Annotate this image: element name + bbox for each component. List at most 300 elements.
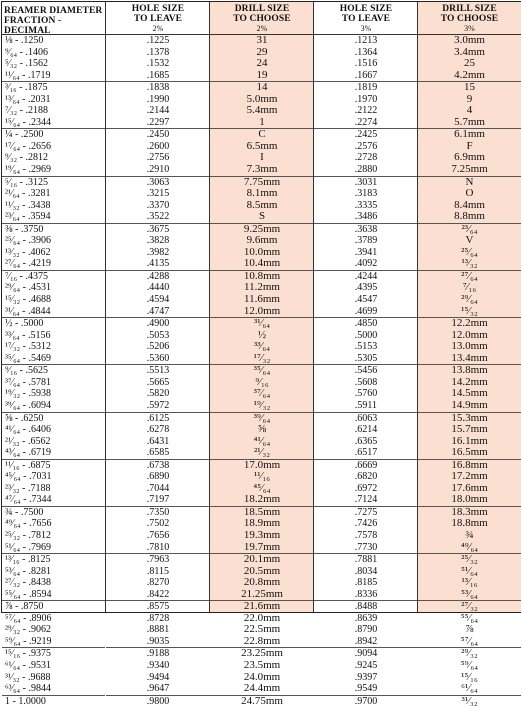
drill-size-2pct-cell: ³⁷⁄₆₄ [253, 387, 271, 400]
hole-size-3pct-cell: .8034 [354, 565, 378, 577]
drill-size-2pct-cell: 6.5mm [246, 139, 278, 152]
drill-size-2pct-cell: 5.4mm [246, 104, 278, 117]
drill-size-2pct-cell: ¹⁷⁄₃₂ [210, 353, 314, 366]
drill-size-3pct-cell: 3.4mm [454, 45, 485, 58]
drill-size-3pct-cell: 17.6mm [451, 481, 488, 494]
drill-size-2pct-cell: ⅝ [257, 423, 267, 436]
reamer-cell: ¹³⁄₃₂ - .4062 [5, 246, 51, 258]
reamer-cell: ⁷⁄₁₆ - .4375 [5, 270, 48, 282]
hole-size-2pct-cell: .6890 [146, 471, 170, 483]
reamer-cell: ²⁹⁄₃₂ - .9062 [5, 624, 51, 636]
drill-size-3pct-cell: 8.4mm [454, 198, 485, 211]
reamer-cell: ¹¹⁄₁₆ - .6875 [5, 459, 51, 471]
drill-size-2pct-cell: 22.5mm [243, 623, 281, 636]
hole-size-2pct-cell: .7810 [106, 542, 210, 555]
reamer-cell: ²⁷⁄₃₂ - .8438 [5, 577, 51, 589]
drill-size-3pct-cell: 15.7mm [451, 423, 488, 436]
drill-size-2pct-cell: 18.5mm [243, 505, 281, 518]
drill-size-2pct-cell: 12.0mm [210, 306, 314, 319]
reamer-cell: 1 - 1.0000 [5, 695, 46, 707]
reamer-cell: ⁴⁵⁄₆₄ - .7031 [5, 471, 52, 483]
hole-size-3pct-cell: .1516 [354, 58, 378, 70]
reamer-cell: ⁵⁹⁄₆₄ - .9219 [2, 636, 105, 649]
reamer-cell: ⅜ - .3750 [5, 223, 44, 235]
hole-size-2pct-cell: .5206 [146, 341, 170, 353]
hole-size-2pct-cell: .3675 [146, 223, 170, 235]
hole-size-2pct-percent: 2% [152, 24, 164, 33]
hole-size-3pct-cell: .6214 [354, 424, 378, 436]
drill-size-3pct-cell: 13.0mm [451, 340, 488, 353]
hole-size-3pct-cell: .5911 [314, 400, 418, 413]
hole-size-3pct-percent: 3% [360, 24, 372, 33]
drill-size-3pct-cell: 12.0mm [451, 328, 488, 341]
hole-size-2pct-cell: .6431 [146, 435, 170, 447]
reamer-cell: ⁵⁷⁄₆₄ - .8906 [5, 612, 52, 624]
drill-size-3pct-cell: 16.1mm [451, 434, 488, 447]
hole-size-2pct-cell: .2756 [146, 152, 170, 164]
reamer-cell: ⁵⁄₁₆ - .3125 [5, 176, 48, 188]
reamer-cell: ⁴¹⁄₆₄ - .6406 [5, 424, 51, 436]
hole-size-3pct-cell: .7578 [354, 529, 378, 541]
drill-size-2pct-cell: 9.25mm [243, 222, 281, 235]
drill-size-2pct-cell: 5.0mm [246, 92, 278, 105]
drill-size-2pct-cell: ³³⁄₆₄ [253, 340, 271, 353]
hole-size-3pct-cell: .1213 [354, 35, 378, 46]
reamer-cell: ⁹⁄₃₂ - .2812 [5, 152, 48, 164]
hole-size-3pct-cell: .3941 [354, 246, 378, 258]
hole-size-3pct-cell: .6063 [354, 412, 378, 424]
hole-size-3pct-cell: .5000 [354, 329, 378, 341]
hole-size-2pct-cell: .3522 [106, 211, 210, 224]
drill-size-3pct-percent: 3% [464, 24, 475, 33]
drill-size-2pct-cell: 22.0mm [243, 611, 281, 624]
drill-size-3pct-cell: 18.8mm [451, 517, 488, 530]
hole-size-3pct-cell: .1364 [354, 46, 378, 58]
hole-size-3pct-cell: .5456 [354, 365, 378, 377]
hole-size-3pct-cell: .9700 [354, 695, 378, 707]
reamer-drill-size-table [1, 1, 521, 707]
reamer-cell: ²⁷⁄₆₄ - .4219 [2, 258, 105, 271]
hole-size-2pct-header [106, 2, 210, 35]
drill-size-3pct-cell: 13.4mm [418, 353, 521, 366]
reamer-cell: ³³⁄₆₄ - .5156 [5, 329, 51, 341]
drill-size-2pct-cell: 7.75mm [243, 175, 281, 188]
hole-size-3pct-cell: .8942 [314, 636, 418, 649]
hole-size-2pct-cell: .2450 [146, 129, 170, 141]
hole-size-2pct-cell: .3982 [146, 246, 170, 258]
hole-size-2pct-cell: .9340 [146, 659, 170, 671]
hole-size-2pct-cell: .5665 [146, 376, 170, 388]
drill-size-2pct-cell: 18.9mm [243, 517, 281, 530]
reamer-cell: ²³⁄₆₄ - .3594 [2, 211, 105, 224]
hole-size-2pct-cell: .5972 [106, 400, 210, 413]
drill-size-3pct-cell: ²⁵⁄₃₂ [461, 553, 478, 566]
hole-size-3pct-cell: .3335 [354, 199, 378, 211]
drill-size-3pct-cell: ⁵⁵⁄₆₄ [460, 611, 479, 624]
drill-size-3pct-cell: V [465, 234, 474, 247]
reamer-cell: ⁹⁄₆₄ - .1406 [5, 46, 48, 58]
hole-size-3pct-cell: .6517 [314, 447, 418, 460]
hole-size-3pct-cell: .9397 [354, 671, 378, 683]
drill-size-2pct-cell: 21.6mm [243, 600, 281, 613]
reamer-diameter-header-label: REAMER DIAMETER FRACTION - DECIMAL [4, 6, 103, 36]
hole-size-3pct-cell: .8336 [314, 589, 418, 602]
drill-size-3pct-cell: 18.0mm [418, 494, 521, 507]
hole-size-2pct-cell: .8115 [146, 565, 170, 577]
hole-size-3pct-cell: .4850 [354, 318, 378, 330]
drill-size-3pct-cell: 14.2mm [451, 375, 488, 388]
hole-size-2pct-cell: .7197 [106, 494, 210, 507]
drill-size-3pct-cell: ²⁹⁄₃₂ [461, 647, 478, 660]
hole-size-3pct-cell: .2880 [314, 164, 418, 177]
reamer-cell: ⁴⁷⁄₆₄ - .7344 [2, 494, 105, 507]
hole-size-2pct-cell: .1990 [146, 93, 170, 105]
reamer-cell: ⁵³⁄₆₄ - .8281 [5, 565, 51, 577]
drill-size-2pct-cell: 11.6mm [244, 293, 280, 306]
drill-size-2pct-cell: 1 [210, 117, 314, 130]
reamer-cell: ⁶¹⁄₆₄ - .9531 [5, 659, 51, 671]
reamer-cell: ⅞ - .8750 [5, 601, 44, 613]
drill-size-3pct-cell: ¾ [465, 528, 474, 541]
drill-size-3pct-cell: ²⁷⁄₆₄ [461, 269, 478, 282]
reamer-cell: ¹³⁄₆₄ - .2031 [5, 93, 51, 105]
hole-size-3pct-cell: .4547 [354, 294, 378, 306]
hole-size-3pct-cell: .9549 [314, 683, 418, 696]
hole-size-2pct-cell: .4440 [146, 282, 170, 294]
reamer-cell: ²³⁄₃₂ - .7188 [5, 482, 51, 494]
hole-size-3pct-cell: .5760 [354, 388, 378, 400]
hole-size-3pct-cell: .7275 [354, 506, 378, 518]
drill-size-2pct-cell: 23.5mm [243, 658, 281, 671]
hole-size-3pct-cell: .7426 [354, 518, 378, 530]
drill-size-3pct-cell: 6.9mm [454, 151, 485, 164]
reamer-cell: ¹⁵⁄₆₄ - .2344 [2, 117, 105, 130]
drill-size-2pct-cell: 20.8mm [243, 576, 281, 589]
hole-size-2pct-cell: .2144 [146, 105, 170, 117]
hole-size-2pct-cell: .3215 [146, 188, 170, 200]
hole-size-2pct-cell: .2910 [106, 164, 210, 177]
hole-size-2pct-cell: .7963 [146, 554, 170, 566]
drill-size-3pct-cell: ⁴⁹⁄₆₄ [418, 542, 521, 555]
drill-size-3pct-cell: 18.3mm [451, 505, 488, 518]
drill-size-3pct-cell: ⁵³⁄₆₄ [418, 589, 521, 602]
hole-size-2pct-cell: .6738 [146, 459, 170, 471]
drill-size-3pct-cell: 8.8mm [418, 211, 521, 224]
hole-size-2pct-cell: .4288 [146, 270, 170, 282]
hole-size-3pct-cell: .4699 [314, 306, 418, 319]
drill-size-3pct-cell: ⁵¹⁄₆₄ [461, 564, 478, 577]
drill-size-2pct-cell: S [210, 211, 314, 224]
drill-size-2pct-cell: 9.6mm [246, 234, 278, 247]
hole-size-3pct-cell: .2728 [354, 152, 378, 164]
drill-size-2pct-cell: 24.75mm [241, 694, 283, 707]
hole-size-3pct-cell: .1819 [354, 82, 378, 94]
hole-size-2pct-cell: .1838 [146, 82, 170, 94]
hole-size-2pct-cell: .6278 [146, 424, 170, 436]
reamer-cell: ⁵¹⁄₆₄ - .7969 [2, 542, 105, 555]
drill-size-3pct-cell: 13.8mm [451, 364, 488, 377]
hole-size-2pct-cell: .4135 [106, 258, 210, 271]
drill-size-2pct-column [209, 2, 314, 707]
reamer-cell: ¹⁵⁄₃₂ - .4688 [5, 294, 51, 306]
hole-size-2pct-cell: .4747 [106, 306, 210, 319]
drill-size-3pct-cell: 14.5mm [451, 387, 488, 400]
reamer-cell: ¹¹⁄₆₄ - .1719 [2, 70, 105, 83]
drill-size-2pct-cell: 20.5mm [243, 564, 281, 577]
hole-size-3pct-cell: .6820 [354, 471, 378, 483]
drill-size-3pct-cell: 5.7mm [418, 117, 521, 130]
drill-size-3pct-column [417, 2, 521, 707]
hole-size-3pct-cells [314, 35, 418, 707]
reamer-cell: ⁷⁄₃₂ - .2188 [5, 105, 48, 117]
drill-size-2pct-cell: ¹⁹⁄₃₂ [210, 400, 314, 413]
drill-size-2pct-cell: 22.8mm [210, 636, 314, 649]
reamer-cell: ¹⁹⁄₆₄ - .2969 [2, 164, 105, 177]
hole-size-2pct-cell: .6125 [146, 412, 170, 424]
reamer-cell: ¹⁷⁄₆₄ - .2656 [5, 140, 51, 152]
hole-size-3pct-cell: .6972 [354, 482, 378, 494]
drill-size-3pct-cell: ³¹⁄₃₂ [461, 694, 478, 707]
drill-size-2pct-cell: 19.7mm [210, 542, 314, 555]
hole-size-2pct-cell: .5053 [146, 329, 170, 341]
hole-size-3pct-cell: .3789 [354, 235, 378, 247]
reamer-cell: ²⁵⁄₆₄ - .3906 [5, 235, 51, 247]
drill-size-3pct-cell: 12.2mm [451, 317, 488, 330]
drill-size-2pct-cell: 24.4mm [210, 683, 314, 696]
reamer-cell: ²¹⁄₆₄ - .3281 [5, 188, 51, 200]
hole-size-2pct-cell: .1225 [146, 35, 170, 46]
drill-size-2pct-cell: 31 [256, 34, 268, 46]
hole-size-3pct-cell: .5608 [354, 376, 378, 388]
hole-size-2pct-cell: .3828 [146, 235, 170, 247]
drill-size-3pct-cell: ¹³⁄₁₆ [461, 576, 478, 589]
drill-size-2pct-cell: ½ [257, 328, 267, 341]
hole-size-2pct-cell: .9800 [146, 695, 170, 707]
hole-size-3pct-cell: .4244 [354, 270, 378, 282]
hole-size-2pct-cell: .8422 [106, 589, 210, 602]
drill-size-3pct-cell: ²⁹⁄₆₄ [461, 293, 478, 306]
drill-size-2pct-cell: 23.25mm [241, 647, 283, 660]
reamer-diameter-column [2, 2, 105, 707]
drill-size-2pct-cell: ³¹⁄₆₄ [253, 317, 271, 330]
hole-size-2pct-cell: .7044 [146, 482, 170, 494]
hole-size-2pct-cell: .9494 [146, 671, 170, 683]
hole-size-3pct-column [313, 2, 418, 707]
drill-size-2pct-cell: 21.25mm [210, 589, 314, 602]
hole-size-2pct-cell: .5820 [146, 388, 170, 400]
reamer-cell: ⁹⁄₁₆ - .5625 [5, 365, 48, 377]
hole-size-2pct-cell: .1378 [146, 46, 170, 58]
hole-size-3pct-cell: .2274 [314, 117, 418, 130]
hole-size-3pct-cell: .7881 [354, 554, 378, 566]
hole-size-3pct-cell: .1667 [314, 70, 418, 83]
drill-size-3pct-cell: ⅞ [465, 623, 474, 636]
drill-size-3pct-cell: ⁵⁷⁄₆₄ [418, 636, 521, 649]
drill-size-3pct-cell: 15 [464, 81, 475, 94]
drill-size-2pct-cell: C [258, 128, 266, 141]
drill-size-3pct-cell: ¹⁵⁄₃₂ [418, 306, 521, 319]
reamer-cell: ¹⁹⁄₃₂ - .5938 [5, 388, 51, 400]
hole-size-2pct-cell: .5360 [106, 353, 210, 366]
reamer-cell: ⅝ - .6250 [5, 412, 44, 424]
hole-size-3pct-cell: .1970 [354, 93, 378, 105]
drill-size-3pct-cell: 25 [464, 57, 475, 70]
drill-size-3pct-cell: N [465, 175, 474, 188]
hole-size-3pct-cell: .2576 [354, 140, 378, 152]
hole-size-2pct-cell: .7350 [146, 506, 170, 518]
drill-size-2pct-cell: 24.0mm [243, 670, 281, 683]
reamer-cell: ¼ - .2500 [5, 129, 44, 141]
reamer-cell: ³¹⁄₆₄ - .4844 [2, 306, 105, 319]
drill-size-2pct-cell: 10.8mm [243, 269, 281, 282]
hole-size-3pct-header [314, 2, 418, 35]
drill-size-3pct-cell: 7.25mm [418, 164, 521, 177]
reamer-cell: ³¹⁄₃₂ - .9688 [5, 671, 51, 683]
drill-size-3pct-cell: ⁵⁹⁄₆₄ [460, 658, 479, 671]
drill-size-2pct-cell: 8.5mm [246, 198, 278, 211]
drill-size-2pct-cell: ³⁹⁄₆₄ [253, 411, 271, 424]
hole-size-3pct-cell: .8185 [354, 577, 378, 589]
reamer-cell: ³⁹⁄₆₄ - .6094 [2, 400, 105, 413]
reamer-cell: ³⁷⁄₆₄ - .5781 [5, 376, 51, 388]
reamer-diameter-header [2, 2, 105, 35]
hole-size-3pct-cell: .5305 [314, 353, 418, 366]
drill-size-2pct-percent: 2% [256, 24, 268, 33]
drill-size-2pct-cell: 19 [210, 70, 314, 83]
drill-size-2pct-cell: 18.2mm [210, 494, 314, 507]
drill-size-2pct-cell: ¹¹⁄₁₆ [253, 470, 271, 483]
hole-size-3pct-cell: .7730 [314, 542, 418, 555]
hole-size-3pct-cell: .6365 [354, 435, 378, 447]
hole-size-2pct-cell: .6585 [106, 447, 210, 460]
drill-size-2pct-cell: ⁹⁄₁₆ [255, 375, 269, 388]
hole-size-2pct-cell: .4594 [146, 294, 170, 306]
hole-size-3pct-cell: .8790 [354, 624, 378, 636]
reamer-cell: ²⁵⁄₃₂ - .7812 [5, 529, 51, 541]
drill-size-2pct-cell: 10.0mm [243, 245, 281, 258]
drill-size-3pct-cell: ²⁷⁄₃₂ [461, 600, 478, 613]
drill-size-3pct-cell: ¹⁵⁄₁₆ [461, 670, 478, 683]
hole-size-2pct-cell: .7502 [146, 518, 170, 530]
drill-size-2pct-cell: 19.3mm [243, 528, 281, 541]
hole-size-2pct-cell: .1685 [106, 70, 210, 83]
drill-size-3pct-cell: 3.0mm [454, 34, 485, 46]
hole-size-3pct-cell: .3183 [354, 188, 378, 200]
reamer-cell: ³⁵⁄₆₄ - .5469 [2, 353, 105, 366]
hole-size-2pct-cell: .9035 [106, 636, 210, 649]
hole-size-2pct-header-label: HOLE SIZE TO LEAVE [131, 4, 185, 24]
drill-size-3pct-cell: ⁶¹⁄₆₄ [418, 683, 521, 696]
drill-size-2pct-cell: 29 [256, 45, 268, 58]
hole-size-3pct-cell: .3638 [354, 223, 378, 235]
drill-size-2pct-cell: 10.4mm [210, 258, 314, 271]
drill-size-3pct-cell: 4 [466, 104, 473, 117]
hole-size-2pct-cell: .4900 [146, 318, 170, 330]
hole-size-3pct-cell: .6669 [354, 459, 378, 471]
drill-size-3pct-cells [418, 35, 521, 707]
reamer-cell: ²⁹⁄₆₄ - .4531 [5, 282, 51, 294]
drill-size-3pct-cell: ²⁵⁄₆₄ [461, 245, 478, 258]
hole-size-3pct-cell: .8639 [354, 612, 378, 624]
drill-size-3pct-cell: 15.3mm [451, 411, 488, 424]
drill-size-2pct-cell: I [260, 151, 264, 164]
hole-size-2pct-cell: .2600 [146, 140, 170, 152]
hole-size-3pct-cell: .2122 [354, 105, 378, 117]
hole-size-2pct-cell: .7656 [146, 529, 170, 541]
drill-size-3pct-cell: 9 [466, 92, 473, 105]
hole-size-2pct-cell: .8575 [146, 601, 170, 613]
hole-size-3pct-cell: .4092 [314, 258, 418, 271]
drill-size-3pct-cell: O [465, 187, 474, 200]
hole-size-2pct-cell: .8270 [146, 577, 170, 589]
drill-size-2pct-header [210, 2, 314, 35]
drill-size-3pct-cell: 16.5mm [418, 447, 521, 460]
drill-size-3pct-cell: 4.2mm [418, 70, 521, 83]
hole-size-2pct-column [105, 2, 210, 707]
drill-size-3pct-cell: 16.8mm [451, 458, 488, 471]
drill-size-3pct-cell: 17.2mm [451, 470, 488, 483]
drill-size-3pct-header [418, 2, 521, 35]
drill-size-2pct-cell: ³⁵⁄₆₄ [253, 364, 271, 377]
hole-size-3pct-cell: .9245 [354, 659, 378, 671]
hole-size-3pct-cell: .3486 [314, 211, 418, 224]
reamer-cell: ¹¹⁄₃₂ - .3438 [5, 199, 51, 211]
drill-size-3pct-cell: ¹³⁄₃₂ [418, 258, 521, 271]
drill-size-2pct-header-label: DRILL SIZE TO CHOOSE [233, 4, 291, 24]
hole-size-2pct-cells [106, 35, 210, 707]
reamer-cell: ⅛ - .1250 [5, 35, 44, 46]
drill-size-2pct-cell: 20.1mm [243, 553, 281, 566]
drill-size-3pct-header-label: DRILL SIZE TO CHOOSE [440, 4, 499, 24]
drill-size-2pct-cell: 17.0mm [243, 458, 281, 471]
reamer-cell: ⁶³⁄₆₄ - .9844 [2, 683, 105, 696]
drill-size-2pct-cell: 11.2mm [244, 281, 280, 294]
drill-size-2pct-cell: ⁴¹⁄₆₄ [253, 434, 271, 447]
hole-size-2pct-cell: .2297 [106, 117, 210, 130]
hole-size-2pct-cell: .9647 [106, 683, 210, 696]
drill-size-2pct-cell: ²¹⁄₃₂ [210, 447, 314, 460]
hole-size-2pct-cell: .3370 [146, 199, 170, 211]
reamer-cell: ⁴³⁄₆₄ - .6719 [2, 447, 105, 460]
hole-size-3pct-cell: .3031 [354, 176, 378, 188]
hole-size-3pct-cell: .5153 [354, 341, 378, 353]
hole-size-3pct-header-label: HOLE SIZE TO LEAVE [339, 4, 393, 24]
reamer-cell: ¹³⁄₁₆ - .8125 [5, 554, 51, 566]
reamer-cell: ½ - .5000 [5, 318, 44, 330]
drill-size-3pct-cell: ²³⁄₆₄ [461, 222, 478, 235]
reamer-cell: ⁵⁄₃₂ - .1562 [5, 58, 48, 70]
hole-size-3pct-cell: .7124 [314, 494, 418, 507]
drill-size-3pct-cell: 14.9mm [418, 400, 521, 413]
hole-size-2pct-cell: .8881 [146, 624, 170, 636]
drill-size-3pct-cell: F [466, 139, 473, 152]
hole-size-3pct-cell: .9094 [354, 648, 378, 660]
drill-size-2pct-cell: ⁴⁵⁄₆₄ [253, 481, 271, 494]
reamer-cell: ³⁄₁₆ - .1875 [5, 82, 48, 94]
drill-size-2pct-cells [210, 35, 314, 707]
drill-size-2pct-cell: 24 [256, 57, 268, 70]
drill-size-2pct-cell: 8.1mm [246, 187, 278, 200]
hole-size-2pct-cell: .1532 [146, 58, 170, 70]
drill-size-3pct-cell: ⁷⁄₁₆ [462, 281, 477, 294]
hole-size-3pct-cell: .4395 [354, 282, 378, 294]
reamer-cell: ⁴⁹⁄₆₄ - .7656 [5, 518, 52, 530]
reamer-cell: ²¹⁄₃₂ - .6562 [5, 435, 51, 447]
drill-size-2pct-cell: 14 [256, 81, 268, 94]
drill-size-2pct-cell: 7.3mm [210, 164, 314, 177]
reamer-cell: ⁵⁵⁄₆₄ - .8594 [2, 589, 105, 602]
hole-size-2pct-cell: .3063 [146, 176, 170, 188]
